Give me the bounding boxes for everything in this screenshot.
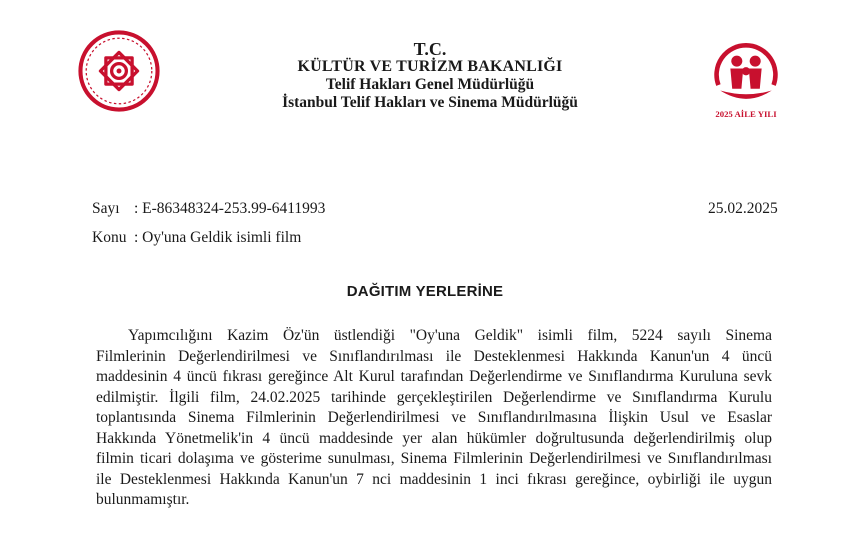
body-line: edilmiştir. İlgili film, 24.02.2025 tarihinde gerçekleştirilen Değerlendirme ve Sınıflandırma Kurulu	[96, 388, 772, 406]
body-paragraph	[96, 326, 772, 511]
distribution-title: DAĞITIM YERLERİNE	[346, 283, 504, 300]
family-year-logo-icon	[700, 28, 792, 120]
subject-row	[92, 229, 301, 247]
family-year-caption: 2025 AİLE YILI	[715, 109, 777, 120]
sayi-value: : E-86348324-253.99-6411993	[134, 200, 326, 217]
letterhead	[270, 40, 590, 112]
konu-value: : Oy'una Geldik isimli film	[134, 229, 302, 246]
body-line: filmin ticari dolaşıma ve gösterime sunulması, Sinema Filmlerinin Değerlendirilmesi ve Sınıflandırılması	[96, 450, 772, 467]
body-line: toplantısında Sinema Filmlerinin Değerlendirilmesi ve Sınıflandırılmasına İlişkin Usul ve Esaslar	[96, 409, 772, 426]
body-line: maddesinin 4 üncü fıkrası gereğince Alt Kurul tarafından Değerlendirme ve Sınıflandırma Kuruluna sevk	[96, 368, 772, 385]
body-line: ile Desteklenmesi Hakkında Kanun'un 7 nci maddesinin 1 inci fıkrası gereğince, oybirliği ile uygun	[96, 470, 772, 488]
ministry-emblem-icon	[78, 30, 160, 112]
konu-label: Konu	[92, 229, 127, 246]
ministry-name: KÜLTÜR VE TURİZM BAKANLIĞI	[297, 58, 563, 75]
general-directorate-name: Telif Hakları Genel Müdürlüğü	[325, 76, 535, 93]
body-line: Hakkında Yönetmelik'in 4 üncü maddesinde yer alan hükümler doğrultusunda değerlendirilmiş olup	[96, 429, 772, 447]
body-line: Filmlerinin Değerlendirilmesi ve Sınıflandırılması ile Desteklenmesi Hakkında Kanun'un 4 üncü	[96, 347, 772, 365]
body-line: Yapımcılığını Kazim Öz'ün üstlendiği "Oy'una Geldik" isimli film, 5224 sayılı Sinema	[128, 327, 772, 344]
document-date: 25.02.2025	[708, 200, 778, 217]
reference-number-row	[92, 200, 325, 218]
body-line: bulunmamıştır.	[96, 491, 190, 508]
directorate-name: İstanbul Telif Hakları ve Sinema Müdürlüğü	[282, 94, 578, 111]
sayi-label: Sayı	[92, 200, 120, 217]
country-label: T.C.	[413, 39, 447, 59]
